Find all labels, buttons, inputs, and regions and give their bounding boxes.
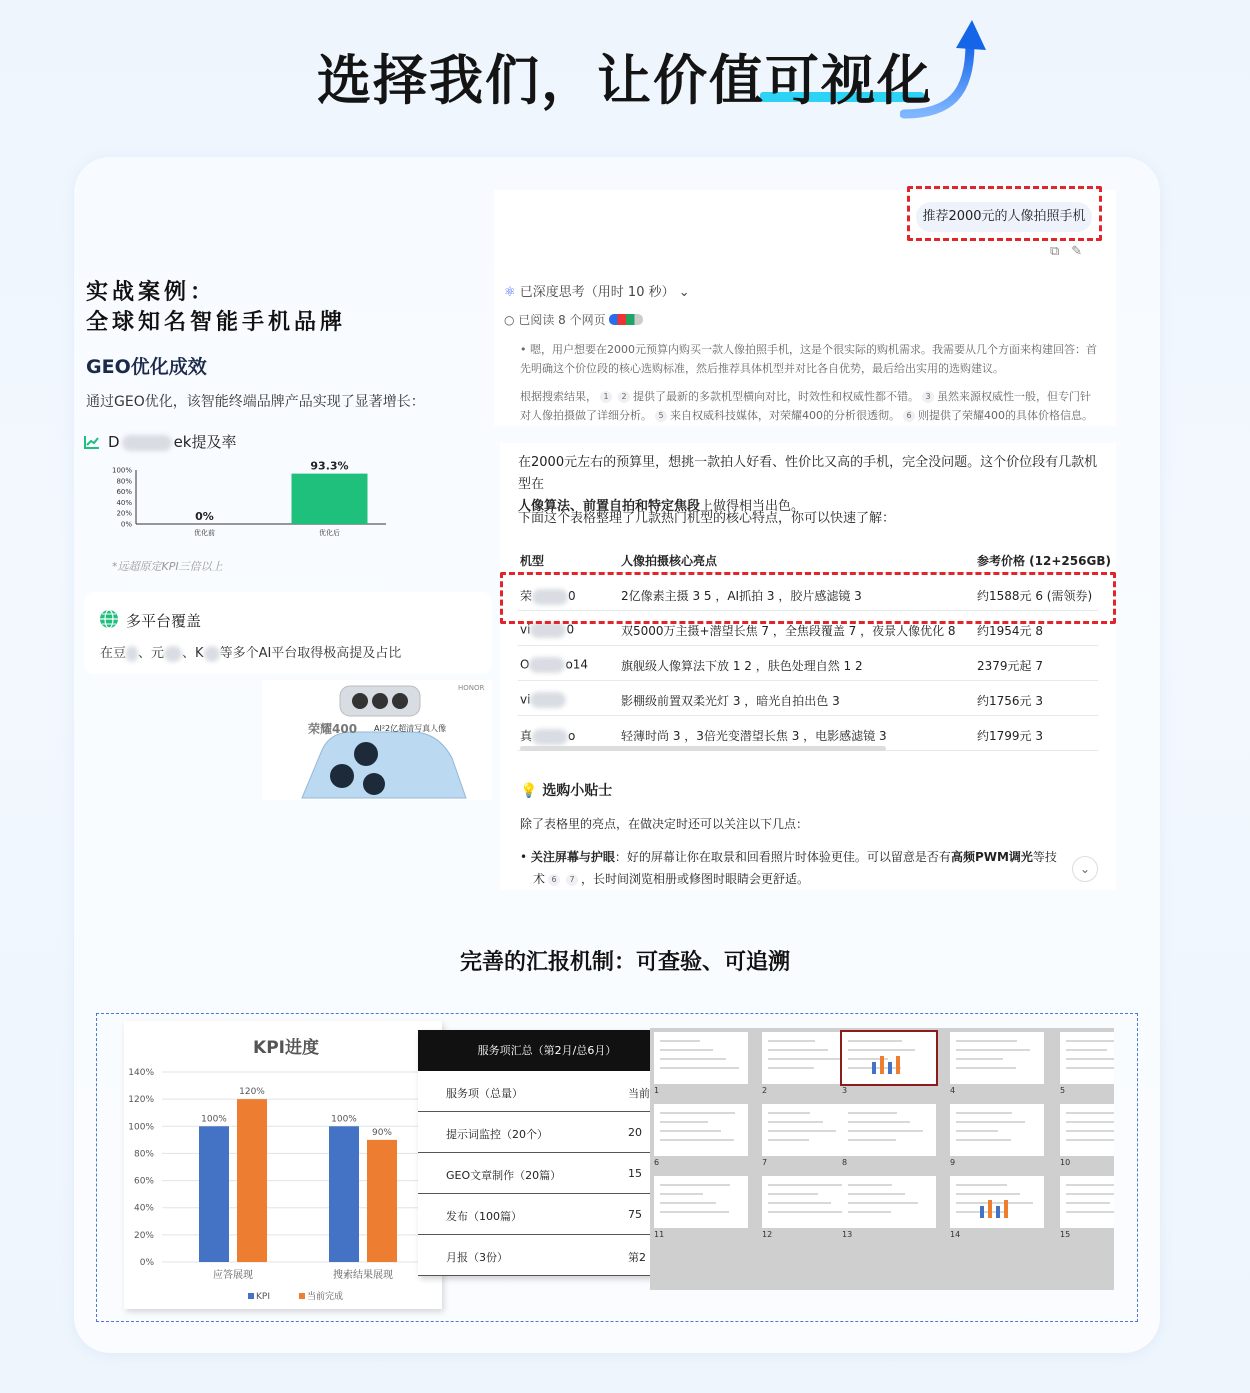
growth-arrow-icon: [900, 14, 996, 122]
legend-label: 当前完成: [307, 1292, 344, 1302]
data-label: 93.3%: [310, 459, 349, 473]
deep-think-toggle[interactable]: [504, 281, 690, 300]
ad-brand: HONOR: [458, 684, 485, 692]
redacted-blur: [530, 622, 566, 638]
answer-text-1a: 在2000元左右的预算里，想挑一款拍人好看、性价比又高的手机，完全没问题。这个价位段有几款机型在: [518, 455, 1098, 492]
reasoning-text-3a: 对人像拍摄做了详细分析。: [520, 409, 652, 422]
case-title-line1: 实战案例：: [86, 280, 217, 305]
case-title: [86, 278, 346, 338]
slide-thumbnail[interactable]: [950, 1032, 1044, 1084]
tip-text-2: 等技: [1032, 850, 1057, 864]
category-label: 应答展现: [213, 1270, 253, 1281]
reasoning-text-3c: 则提供了荣耀400的具体价格信息。: [918, 409, 1093, 422]
answer-text-bold: 人像算法、前置自拍和特定焦段: [518, 499, 701, 514]
reasoning-text-2b: 提供了最新的多款机型横向对比，时效性和权威性都不错。: [633, 390, 919, 403]
platform-text-c: 、K: [182, 646, 204, 661]
price-cell: 2379元起 7: [977, 659, 1043, 673]
slide-number: 14: [950, 1230, 961, 1239]
web-read-label: 已阅读 8 个网页: [518, 313, 606, 327]
search-icon: ○: [504, 313, 515, 327]
deep-think-label: 已深度思考（用时 10 秒）: [519, 285, 675, 300]
reasoning-text-2a: 根据搜索结果，: [520, 390, 597, 403]
y-tick-label: 60%: [133, 1176, 154, 1187]
service-summary-title: 服务项汇总（第2月/总6月）: [418, 1030, 652, 1071]
tip-item: • 关注屏幕与护眼：好的屏幕让你在取景和回看照片时体验更佳。可以留意是否有高频PWM调光等技: [520, 850, 1057, 864]
lightbulb-icon: 💡: [520, 783, 538, 799]
geo-result-desc: 通过GEO优化，该智能终端品牌产品实现了显著增长：: [86, 394, 425, 410]
highlight-box-row: [500, 572, 1116, 624]
chevron-down-icon: ⌄: [1079, 862, 1091, 876]
tips-title: 选购小贴士: [542, 783, 613, 799]
bar: [292, 474, 368, 524]
bar: [199, 1126, 229, 1262]
mention-rate-chart: [100, 458, 400, 542]
scroll-down-button[interactable]: [1072, 856, 1098, 882]
answer-text-1b: 上做得相当出色。: [700, 499, 805, 514]
slide-number: 2: [762, 1086, 768, 1095]
user-query-bubble: 推荐2000元的人像拍照手机: [916, 202, 1092, 232]
model-cell: O o14: [520, 657, 589, 672]
slide-thumbnail[interactable]: [950, 1104, 1044, 1156]
slide-thumbnail[interactable]: [654, 1176, 748, 1228]
reasoning-paragraph-1: • 嗯，用户想要在2000元预算内购买一款人像拍照手机，这是个很实际的购机需求。我需要从几个方面来构建回答：首 先明确这个价位段的核心选购标准，然后推荐具体机型并对比各自优势，最后给出实用的选购建议。: [520, 340, 1098, 378]
reasoning-text-2c: 虽然来源权威性一般，但专门针: [937, 390, 1091, 403]
reasoning-text-1b: 先明确这个价位段的核心选购标准，然后推荐具体机型并对比各自优势，最后给出实用的选购建议。: [520, 362, 1004, 375]
chevron-down-icon: ⌄: [678, 285, 690, 300]
slide-thumbnail[interactable]: [950, 1176, 1044, 1228]
slide-thumbnail[interactable]: [1060, 1104, 1114, 1156]
case-title-line2: 全球知名智能手机品牌: [86, 310, 347, 335]
price-cell: 约1756元 3: [977, 694, 1043, 708]
highlight-cell: 2亿像素主摄 3 5 ，AI抓拍 3 ，胶片感滤镜 3: [621, 589, 862, 603]
table-row: [518, 681, 1098, 716]
service-value: 当前: [628, 1087, 650, 1100]
tip-text-3: 术: [533, 872, 546, 886]
slide-number: 5: [1060, 1086, 1066, 1095]
tip-bold-2: 高频PWM调光: [950, 850, 1033, 864]
table-header-price: 参考价格 (12+256GB): [977, 554, 1111, 568]
model-cell: vi 0: [520, 622, 575, 637]
category-label: 优化前: [194, 529, 215, 537]
edit-icon[interactable]: ✎: [1071, 244, 1095, 259]
legend-label: KPI: [256, 1292, 270, 1302]
service-value: 20: [628, 1126, 642, 1139]
service-row: [418, 1071, 652, 1112]
slide-number: 13: [842, 1230, 853, 1239]
bar: [329, 1126, 359, 1262]
tips-intro: 除了表格里的亮点，在做决定时还可以关注以下几点：: [520, 817, 809, 831]
tip-text-4: ，长时间浏览相册或修图时眼睛会更舒适。: [581, 872, 810, 886]
geo-result-title: GEO优化成效: [86, 356, 207, 378]
y-tick-label: 40%: [116, 498, 132, 507]
reasoning-text-3b: 来自权威科技媒体，对荣耀400的分析很透彻。: [670, 409, 900, 422]
source-favicons-icon: [609, 314, 643, 325]
price-cell: 约1954元 8: [977, 624, 1043, 638]
slide-thumbnail[interactable]: [654, 1104, 748, 1156]
service-summary-card: [418, 1030, 652, 1276]
slide-number: 4: [950, 1086, 956, 1095]
y-tick-label: 40%: [133, 1203, 154, 1214]
message-actions: [1050, 244, 1094, 259]
platform-coverage-title: 多平台覆盖: [126, 612, 202, 630]
platform-coverage-box: [84, 592, 492, 674]
slide-number: 7: [762, 1158, 768, 1167]
table-header-highlight: 人像拍摄核心亮点: [621, 554, 718, 568]
y-tick-label: 20%: [133, 1230, 154, 1241]
data-label: 90%: [371, 1127, 393, 1138]
slide-number: 1: [654, 1086, 660, 1095]
ad-model-name: 荣耀400: [308, 722, 358, 736]
kpi-progress-card: [124, 1021, 442, 1309]
slide-thumbnail[interactable]: [1060, 1176, 1114, 1228]
reasoning-paragraph-2: 根据搜索结果， 1 2 提供了最新的多款机型横向对比，时效性和权威性都不错。 3 虽然来源权威性一般，但专门针 对人像拍摄做了详细分析。 5 来自权威科技媒体，对荣耀400的分析很透彻。 6 则提供了荣耀400的具体价格信息。: [520, 390, 1093, 422]
platform-coverage-desc: [100, 642, 401, 662]
y-tick-label: 20%: [116, 509, 132, 518]
highlight-cell: 影棚级前置双柔光灯 3 ，暗光自拍出色 3: [621, 694, 840, 708]
web-read-summary[interactable]: [504, 311, 643, 328]
service-name: 提示词监控（20个）: [446, 1128, 548, 1141]
category-label: 优化后: [319, 529, 340, 537]
tip-text-1: ：好的屏幕让你在取景和回看照片时体验更佳。可以留意是否有: [614, 850, 951, 864]
bar: [237, 1099, 267, 1262]
data-label: 100%: [201, 1114, 227, 1125]
redacted-blur: [126, 646, 138, 662]
copy-icon[interactable]: ⧉: [1050, 244, 1072, 259]
table-row: [518, 646, 1098, 681]
legend-swatch: [248, 1293, 254, 1299]
line-chart-icon: [84, 435, 100, 449]
data-label: 0%: [195, 510, 214, 523]
y-tick-label: 0%: [139, 1258, 154, 1268]
metric-suffix: ek提及率: [173, 433, 237, 451]
service-name: GEO文章制作（20篇）: [446, 1169, 562, 1182]
y-tick-label: 100%: [128, 1122, 154, 1133]
answer-table-intro: 下面这个表格整理了几款热门机型的核心特点，你可以快速了解：: [518, 511, 896, 526]
y-tick-label: 0%: [120, 520, 132, 529]
tip-item-cont: 术 6 7 ，长时间浏览相册或修图时眼睛会更舒适。: [533, 872, 810, 886]
kpi-footnote: *远超原定KPI三倍以上: [112, 560, 223, 573]
atom-icon: ⚛: [504, 285, 516, 300]
service-row: [418, 1112, 652, 1153]
y-tick-label: 60%: [116, 488, 132, 497]
service-value: 第2: [628, 1251, 646, 1264]
slide-number: 10: [1060, 1158, 1071, 1167]
y-tick-label: 80%: [133, 1149, 154, 1160]
table-scrollbar[interactable]: [520, 746, 886, 751]
redacted-blur: [204, 646, 220, 662]
service-name: 服务项（总量）: [446, 1087, 523, 1100]
platform-text-b: 、元: [138, 646, 165, 661]
slide-number: 8: [842, 1158, 848, 1167]
slide-thumbnail[interactable]: [842, 1032, 936, 1084]
legend-swatch: [299, 1293, 305, 1299]
slide-thumbnail[interactable]: [654, 1032, 748, 1084]
redacted-blur: [122, 435, 172, 451]
highlight-box-query: [907, 186, 1102, 241]
y-tick-label: 80%: [116, 477, 132, 486]
slide-thumbnail[interactable]: [842, 1176, 936, 1228]
globe-icon: [99, 609, 119, 629]
redacted-blur: [532, 729, 568, 745]
service-row: [418, 1153, 652, 1194]
table-header-model: 机型: [520, 554, 545, 568]
model-cell: 荣 0: [520, 589, 576, 603]
model-cell: 真 o: [520, 729, 576, 743]
model-cell: vi: [520, 692, 566, 708]
report-section-title: 完善的汇报机制：可查验、可追溯: [459, 950, 790, 975]
slide-thumbnail[interactable]: [1060, 1032, 1114, 1084]
metric-prefix: D: [108, 433, 120, 451]
data-label: 120%: [239, 1087, 265, 1098]
highlight-cell: 双5000万主摄+潜望长焦 7 ，全焦段覆盖 7 ，夜景人像优化 8: [621, 624, 956, 638]
slide-thumbnail[interactable]: [842, 1104, 936, 1156]
tips-heading: [520, 780, 612, 800]
slide-number: 9: [950, 1158, 956, 1167]
mention-rate-heading: [84, 431, 236, 452]
slide-number: 15: [1060, 1230, 1071, 1239]
service-name: 月报（3份）: [446, 1251, 508, 1264]
y-tick-label: 120%: [128, 1095, 154, 1106]
bar: [367, 1140, 397, 1262]
platform-text-d: 等多个AI平台取得极高提及占比: [219, 646, 402, 661]
slide-number: 3: [842, 1086, 848, 1095]
platform-text-a: 在豆: [100, 646, 127, 661]
redacted-blur: [530, 692, 566, 708]
service-row: [418, 1235, 652, 1276]
phone-ad-image: [262, 680, 492, 800]
category-label: 搜索结果展现: [333, 1270, 393, 1281]
slide-thumbnails: [650, 1028, 1114, 1290]
reasoning-text-1a: 嗯，用户想要在2000元预算内购买一款人像拍照手机，这是个很实际的购机需求。我需要从几个方面来构建回答：首: [530, 343, 1097, 356]
highlight-cell: 旗舰级人像算法下放 1 2 ，肤色处理自然 1 2: [621, 659, 863, 673]
service-row: [418, 1194, 652, 1235]
kpi-progress-chart: [124, 1021, 442, 1309]
slide-number: 11: [654, 1230, 665, 1239]
redacted-blur: [529, 657, 565, 673]
slide-number: 6: [654, 1158, 660, 1167]
page-headline: 选择我们，让价值可视化: [317, 49, 933, 112]
data-label: 100%: [331, 1114, 357, 1125]
ad-tagline: AI²2亿超清写真人像: [374, 724, 447, 733]
y-tick-label: 140%: [128, 1068, 154, 1078]
service-name: 发布（100篇）: [446, 1210, 522, 1223]
service-value: 15: [628, 1167, 642, 1180]
y-tick-label: 100%: [111, 466, 132, 475]
redacted-blur: [164, 646, 182, 662]
highlight-cell: 轻薄时尚 3 ，3倍光变潜望长焦 3 ，电影感滤镜 3: [621, 729, 887, 743]
service-value: 75: [628, 1208, 642, 1221]
tip-bold-1: 关注屏幕与护眼: [530, 850, 615, 864]
chart-title: KPI进度: [253, 1038, 319, 1058]
slide-number: 12: [762, 1230, 773, 1239]
price-cell: 约1799元 3: [977, 729, 1043, 743]
price-cell: 约1588元 6 (需领券): [977, 589, 1093, 603]
